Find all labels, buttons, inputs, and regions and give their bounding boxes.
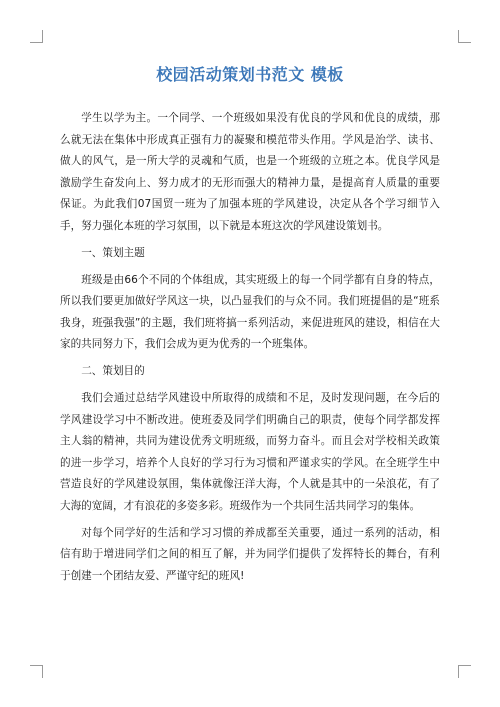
crop-mark-bottom-right	[458, 665, 471, 678]
document-body	[60, 108, 440, 593]
section-heading-purpose: 二、策划目的	[81, 365, 145, 377]
crop-mark-top-left	[30, 30, 43, 43]
crop-mark-bottom-left	[30, 665, 43, 678]
closing-paragraph: 对每个同学好的生活和学习习惯的养成都至关重要，通过一系列的活动，相信有助于增进同学们之间的相互了解，并为同学们提供了发挥特长的舞台，有利于创建一个团结友爱、严谨守纪的班风!	[60, 526, 440, 582]
document-title: 校园活动策划书范文 模板	[156, 65, 344, 84]
section-heading-theme: 一、策划主题	[81, 246, 145, 259]
crop-mark-top-right	[458, 30, 471, 43]
intro-paragraph: 学生以学为主。一个同学、一个班级如果没有优良的学风和优良的成绩，那么就无法在集体中形成真正强有力的凝聚和模范带头作用。学风是治学、读书、做人的风气，是一所大学的灵魂和气质，也是一个班级的立班之本。优良学风是激励学生奋发向上、努力成才的无形而强大的精神力量，是提高育人质量的重要保证。为此我们07国贸一班为了加强本班的学风建设，决定从各个学习细节入手，努力强化本班的学习氛围，以下就是本班这次的学风建设策划书。	[60, 112, 440, 232]
purpose-paragraph: 我们会通过总结学风建设中所取得的成绩和不足，及时发现问题，在今后的学风建设学习中不断改进。使班委及同学们明确自己的职责，使每个同学都发挥主人翁的精神，共同为建设优秀文明班级，而努力奋斗。而且会对学校相关政策的进一步学习，培养个人良好的学习行为习惯和严谨求实的学风。在全班学生中营造良好的学风建设氛围，集体就像汪洋大海，个人就是其中的一朵浪花，有了大海的宽阔，才有浪花的多姿多彩。班级作为一个共同生活共同学习的集体。	[60, 392, 440, 512]
theme-paragraph: 班级是由66个不同的个体组成，其实班级上的每一个同学都有自身的特点，所以我们要更加做好学风这一块，以凸显我们的与众不同。我们班提倡的是“班系我身，班强我强”的主题，我们班将搞一系列活动，来促进班风的建设，相信在大家的共同努力下，我们会成为更为优秀的一个班集体。	[60, 273, 440, 350]
